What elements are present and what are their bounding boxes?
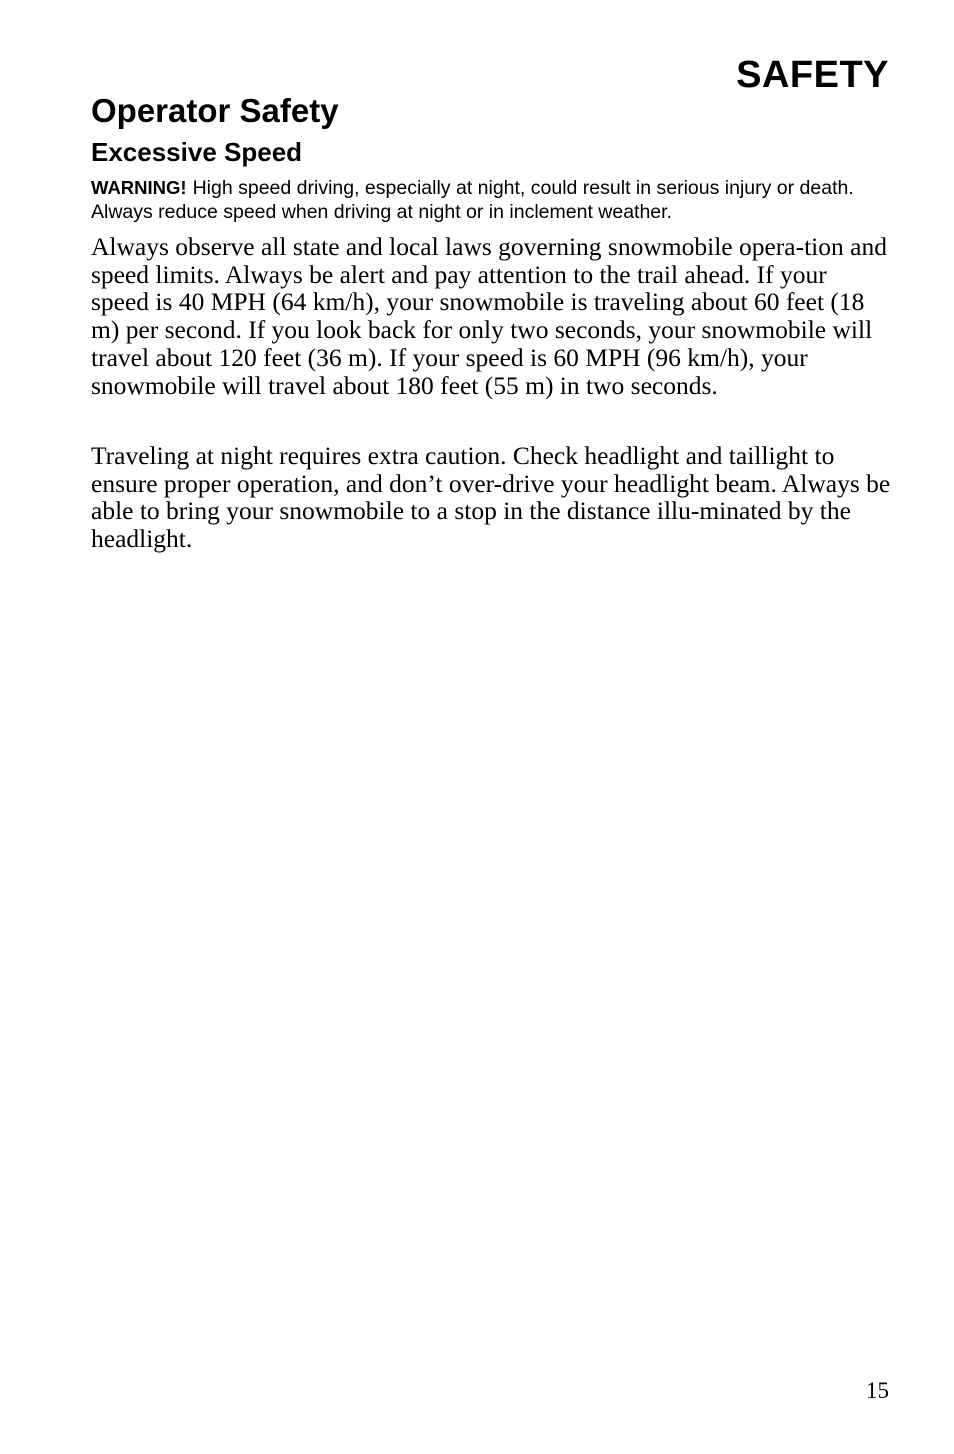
manual-page [91,0,889,1454]
paragraph-night-travel: Traveling at night requires extra caution. Check headlight and taillight to ensure proper operation, and don’t over-drive your headlight beam. Always be able to bring your snowmobile to a stop in the distance illu-minated by the headlight. [91,441,891,554]
warning-notice [91,176,889,224]
warning-text: High speed driving, especially at night, could result in serious injury or death. Always reduce speed when driving at night or in inclement weather. [91,177,854,223]
warning-label: WARNING! [91,177,187,198]
section-title: Operator Safety [91,92,339,129]
page-number: 15 [866,1378,889,1403]
paragraph-speed-laws: Always observe all state and local laws governing snowmobile opera-tion and speed limits. Always be alert and pay attention to the trail ahead. If your speed is 40 MPH (64 km/h), your snowmobile is traveling about 60 feet (18 m) per second. If you look back for only two seconds, your snowmobile will travel about 120 feet (36 m). If your speed is 60 MPH (96 km/h), your snowmobile will travel about 180 feet (55 m) in two seconds. [91,232,887,400]
subsection-title: Excessive Speed [91,137,303,167]
chapter-heading: SAFETY [736,54,889,96]
